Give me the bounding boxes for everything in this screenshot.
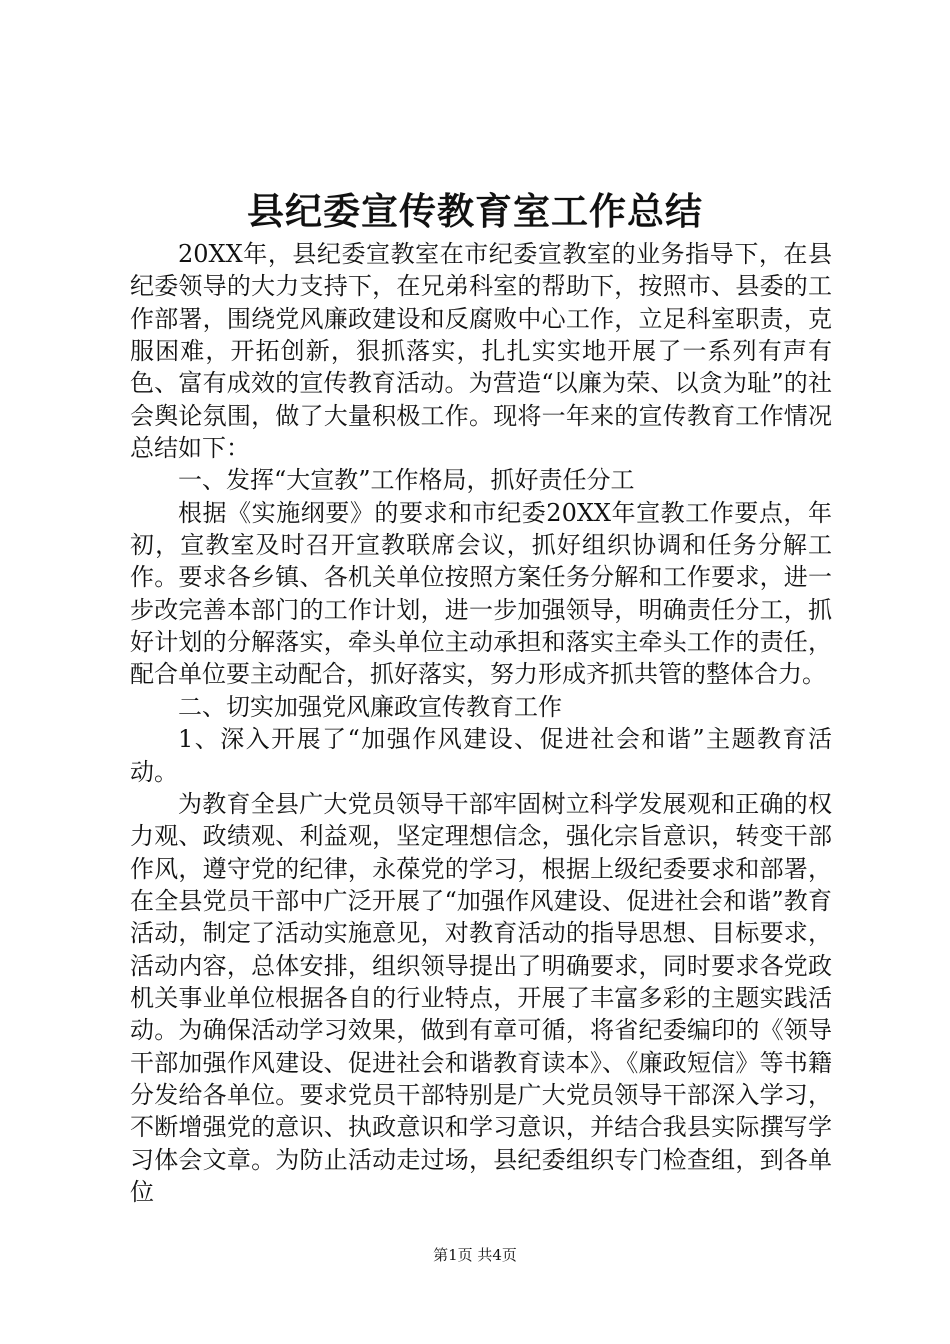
document-title: 县纪委宣传教育室工作总结 <box>247 189 703 233</box>
subheading-item-1: 1、深入开展了“加强作风建设、促进社会和谐”主题教育活动。 <box>130 725 832 786</box>
paragraph-item-1: 为教育全县广大党员领导干部牢固树立科学发展观和正确的权力观、政绩观、利益观，坚定理想信念，强化宗旨意识，转变干部作风，遵守党的纪律，永葆党的学习，根据上级纪委要求和部署，在全县党员干部中广泛开展了“加强作风建设、促进社会和谐”教育活动，制定了活动实施意见，对教育活动的指导思想、目标要求，活动内容，总体安排，组织领导提出了明确要求，同时要求各党政机关事业单位根据各自的行业特点，开展了丰富多彩的主题实践活动。为确保活动学习效果，做到有章可循，将省纪委编印的《领导干部加强作风建设、促进社会和谐教育读本》、《廉政短信》等书籍分发给各单位。要求党员干部特别是广大党员领导干部深入学习，不断增强党的意识、执政意识和学习意识，并结合我县实际撰写学习体会文章。为防止活动走过场，县纪委组织专门检查组，到各单位 <box>130 789 832 1206</box>
paragraph-section-1: 根据《实施纲要》的要求和市纪委20XX年宣教工作要点，年初，宣教室及时召开宣教联席会议，抓好组织协调和任务分解工作。要求各乡镇、各机关单位按照方案任务分解和工作要求，进一步改完善本部门的工作计划，进一步加强领导，明确责任分工，抓好计划的分解落实，牵头单位主动承担和落实主牵头工作的责任，配合单位要主动配合，抓好落实，努力形成齐抓共管的整体合力。 <box>130 498 832 689</box>
heading-section-1: 一、发挥“大宣教”工作格局，抓好责任分工 <box>178 466 635 495</box>
heading-section-2: 二、切实加强党风廉政宣传教育工作 <box>178 692 562 721</box>
page-footer: 第1页 共4页 <box>433 1246 517 1264</box>
document-body <box>130 238 832 1208</box>
paragraph-intro: 20XX年，县纪委宣教室在市纪委宣教室的业务指导下，在县纪委领导的大力支持下，在兄弟科室的帮助下，按照市、县委的工作部署，围绕党风廉政建设和反腐败中心工作，立足科室职责，克服困难，开拓创新，狠抓落实，扎扎实实地开展了一系列有声有色、富有成效的宣传教育活动。为营造“以廉为荣、以贪为耻”的社会舆论氛围，做了大量积极工作。现将一年来的宣传教育工作情况总结如下： <box>130 240 832 463</box>
